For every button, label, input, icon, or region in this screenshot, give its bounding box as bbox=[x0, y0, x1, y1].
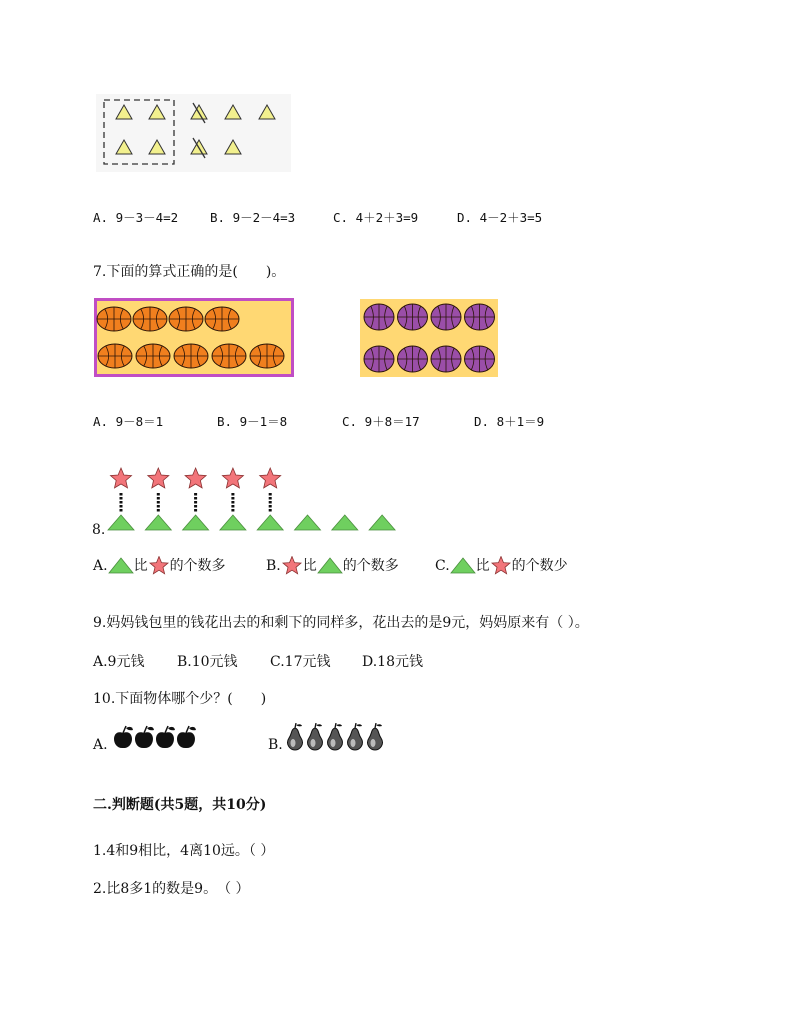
dotted-link bbox=[120, 501, 123, 504]
green-triangle-icon bbox=[183, 515, 209, 530]
green-triangle-icon bbox=[257, 515, 283, 530]
green-triangle-icon bbox=[108, 557, 134, 575]
q7-left-box bbox=[94, 298, 294, 377]
apple-icon bbox=[114, 726, 133, 748]
red-star-icon bbox=[185, 468, 206, 488]
pear-icon bbox=[368, 723, 383, 750]
q7-option-b: B. 9－1＝8 bbox=[217, 414, 288, 429]
judgment-item-1: 1.4和9相比，4离10远。（ ） bbox=[93, 843, 275, 859]
apple-icon bbox=[177, 726, 196, 748]
dotted-link bbox=[120, 493, 123, 496]
q8-option-a bbox=[93, 556, 226, 576]
q9-option-d: D.18元钱 bbox=[362, 654, 423, 670]
dotted-link bbox=[194, 509, 197, 512]
green-triangle-icon bbox=[145, 515, 171, 530]
dotted-link bbox=[269, 509, 272, 512]
red-star-icon bbox=[490, 556, 512, 576]
option-letter: C. bbox=[435, 558, 450, 574]
dotted-link bbox=[269, 493, 272, 496]
red-star-icon bbox=[148, 556, 170, 576]
q9-option-a: A.9元钱 bbox=[93, 654, 145, 670]
green-triangle-icon bbox=[369, 515, 395, 530]
dotted-link bbox=[231, 505, 234, 508]
q10-option-a-label: A. bbox=[93, 737, 108, 753]
q6-figure bbox=[96, 94, 291, 172]
q8-stars-triangles-svg bbox=[104, 466, 404, 534]
red-star-icon bbox=[148, 468, 169, 488]
option-letter: B. bbox=[266, 558, 281, 574]
basketball-icon bbox=[174, 344, 208, 368]
judgment-item-2: 2.比8多1的数是9。 （ ） bbox=[93, 881, 250, 897]
apple-icon bbox=[156, 726, 175, 748]
green-triangle-icon bbox=[317, 557, 343, 575]
dotted-link bbox=[120, 497, 123, 500]
dotted-link bbox=[157, 501, 160, 504]
dotted-link bbox=[157, 509, 160, 512]
option-word: 比 bbox=[133, 558, 148, 574]
dotted-link bbox=[231, 509, 234, 512]
pear-icon bbox=[308, 723, 323, 750]
dotted-link bbox=[231, 501, 234, 504]
triangle bbox=[116, 105, 132, 119]
green-triangle-icon bbox=[295, 515, 321, 530]
q6-option-a: A. 9－3－4=2 bbox=[93, 210, 179, 225]
triangle bbox=[225, 140, 241, 154]
basketball-icon bbox=[98, 344, 132, 368]
basketball-icon bbox=[465, 304, 495, 330]
dotted-link bbox=[194, 505, 197, 508]
q10-pears bbox=[286, 723, 386, 751]
q8-option-c bbox=[435, 556, 568, 576]
green-triangle-icon bbox=[108, 515, 134, 530]
q8-number: 8. bbox=[92, 522, 106, 538]
green-triangle-icon bbox=[332, 515, 358, 530]
q8-figure bbox=[104, 466, 404, 534]
triangle bbox=[149, 105, 165, 119]
basketball-icon bbox=[133, 307, 167, 331]
section-title: 二.判断题(共5题，共10分) bbox=[93, 797, 267, 813]
q9-stem: 9.妈妈钱包里的钱花出去的和剩下的同样多，花出去的是9元，妈妈原来有（ ）。 bbox=[93, 615, 589, 631]
green-triangle-icon bbox=[450, 557, 476, 575]
q8-option-b bbox=[266, 556, 399, 576]
pear-icons-svg bbox=[286, 723, 386, 751]
dotted-link bbox=[194, 497, 197, 500]
basketball-icon bbox=[364, 346, 394, 372]
option-word: 比 bbox=[302, 558, 317, 574]
q7-option-c: C. 9＋8＝17 bbox=[342, 414, 420, 429]
green-triangle-icon bbox=[220, 515, 246, 530]
dotted-link bbox=[231, 493, 234, 496]
dotted-link bbox=[157, 497, 160, 500]
triangle bbox=[259, 105, 275, 119]
q7-right-box bbox=[360, 299, 498, 377]
basketball-icon bbox=[169, 307, 203, 331]
q9-option-c: C.17元钱 bbox=[270, 654, 331, 670]
red-star-icon bbox=[222, 468, 243, 488]
apple-icon bbox=[135, 726, 154, 748]
option-letter: A. bbox=[93, 558, 108, 574]
q6-option-c: C. 4＋2＋3=9 bbox=[333, 210, 419, 225]
basketball-icon bbox=[212, 344, 246, 368]
option-word: 比 bbox=[475, 558, 490, 574]
q7-option-a: A. 9－8＝1 bbox=[93, 414, 164, 429]
triangle bbox=[225, 105, 241, 119]
q6-triangles-svg bbox=[96, 94, 291, 172]
q9-option-b: B.10元钱 bbox=[177, 654, 238, 670]
dotted-link bbox=[194, 493, 197, 496]
pear-icon bbox=[328, 723, 343, 750]
dotted-link bbox=[269, 497, 272, 500]
pear-icon bbox=[288, 723, 303, 750]
option-tail: 的个数多 bbox=[342, 558, 399, 574]
basketball-icon bbox=[250, 344, 284, 368]
triangle bbox=[149, 140, 165, 154]
q7-left-balls-svg bbox=[94, 298, 294, 377]
q10-apples bbox=[113, 725, 203, 751]
triangle bbox=[116, 140, 132, 154]
q7-stem: 7.下面的算式正确的是( )。 bbox=[93, 264, 286, 280]
q7-option-d: D. 8＋1＝9 bbox=[474, 414, 545, 429]
basketball-icon bbox=[97, 307, 131, 331]
option-tail: 的个数少 bbox=[511, 558, 568, 574]
apple-icons-svg bbox=[113, 725, 203, 751]
dotted-link bbox=[269, 501, 272, 504]
dotted-link bbox=[120, 509, 123, 512]
basketball-icon bbox=[431, 304, 461, 330]
basketball-icon bbox=[136, 344, 170, 368]
red-star-icon bbox=[281, 556, 303, 576]
dotted-link bbox=[157, 505, 160, 508]
basketball-icon bbox=[398, 304, 428, 330]
dotted-link bbox=[231, 497, 234, 500]
red-star-icon bbox=[260, 468, 281, 488]
dotted-link bbox=[269, 505, 272, 508]
q10-option-b-label: B. bbox=[268, 737, 283, 753]
q6-option-b: B. 9－2－4=3 bbox=[210, 210, 296, 225]
pear-icon bbox=[348, 723, 363, 750]
basketball-icon bbox=[465, 346, 495, 372]
dotted-link bbox=[120, 505, 123, 508]
q6-option-d: D. 4－2＋3=5 bbox=[457, 210, 543, 225]
basketball-icon bbox=[398, 346, 428, 372]
basketball-icon bbox=[431, 346, 461, 372]
red-star-icon bbox=[111, 468, 132, 488]
q10-stem: 10.下面物体哪个少？( ) bbox=[93, 691, 267, 707]
option-tail: 的个数多 bbox=[169, 558, 226, 574]
dotted-link bbox=[157, 493, 160, 496]
basketball-icon bbox=[205, 307, 239, 331]
q7-right-balls-svg bbox=[360, 299, 498, 377]
dotted-link bbox=[194, 501, 197, 504]
basketball-icon bbox=[364, 304, 394, 330]
